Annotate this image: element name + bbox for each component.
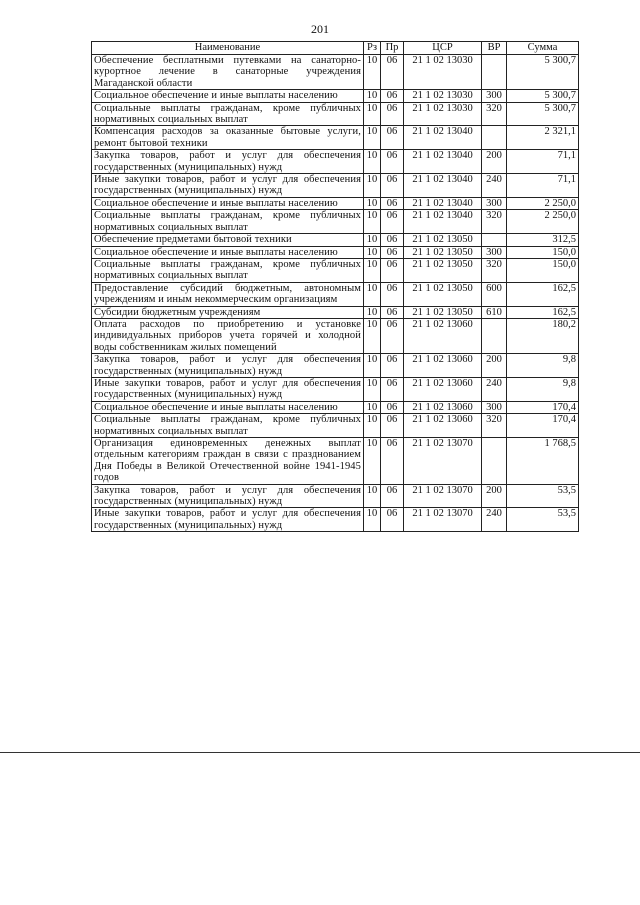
header-csr: ЦСР bbox=[404, 42, 482, 55]
cell-name: Социальные выплаты гражданам, кроме публичных нормативных социальных выплат bbox=[92, 258, 364, 282]
cell-vr: 320 bbox=[482, 210, 507, 234]
cell-sum: 162,5 bbox=[507, 306, 579, 318]
header-sum: Сумма bbox=[507, 42, 579, 55]
cell-name: Обеспечение предметами бытовой техники bbox=[92, 234, 364, 246]
cell-pr: 06 bbox=[381, 508, 404, 532]
cell-sum: 53,5 bbox=[507, 508, 579, 532]
cell-vr: 610 bbox=[482, 306, 507, 318]
cell-name: Оплата расходов по приобретению и установке индивидуальных приборов учета горячей и холодной воды собственникам жилых помещений bbox=[92, 318, 364, 353]
header-vr: ВР bbox=[482, 42, 507, 55]
cell-pr: 06 bbox=[381, 282, 404, 306]
cell-pr: 06 bbox=[381, 306, 404, 318]
cell-sum: 53,5 bbox=[507, 484, 579, 508]
table-row bbox=[92, 90, 579, 102]
cell-csr: 21 1 02 13050 bbox=[404, 246, 482, 258]
bottom-divider bbox=[0, 752, 640, 753]
header-rz: Рз bbox=[364, 42, 381, 55]
cell-pr: 06 bbox=[381, 377, 404, 401]
cell-rz: 10 bbox=[364, 197, 381, 209]
cell-name: Социальное обеспечение и иные выплаты населению bbox=[92, 401, 364, 413]
cell-vr: 300 bbox=[482, 401, 507, 413]
cell-csr: 21 1 02 13040 bbox=[404, 197, 482, 209]
cell-csr: 21 1 02 13050 bbox=[404, 306, 482, 318]
cell-sum: 2 250,0 bbox=[507, 210, 579, 234]
table-row bbox=[92, 508, 579, 532]
table-row bbox=[92, 318, 579, 353]
cell-vr: 240 bbox=[482, 377, 507, 401]
cell-csr: 21 1 02 13060 bbox=[404, 318, 482, 353]
cell-name: Иные закупки товаров, работ и услуг для обеспечения государственных (муниципальных) нужд bbox=[92, 377, 364, 401]
page-number: 201 bbox=[311, 22, 329, 36]
cell-rz: 10 bbox=[364, 126, 381, 150]
cell-rz: 10 bbox=[364, 234, 381, 246]
cell-name: Закупка товаров, работ и услуг для обеспечения государственных (муниципальных) нужд bbox=[92, 150, 364, 174]
cell-pr: 06 bbox=[381, 484, 404, 508]
cell-sum: 5 300,7 bbox=[507, 55, 579, 90]
cell-rz: 10 bbox=[364, 484, 381, 508]
cell-csr: 21 1 02 13040 bbox=[404, 126, 482, 150]
cell-csr: 21 1 02 13030 bbox=[404, 90, 482, 102]
cell-vr bbox=[482, 126, 507, 150]
cell-pr: 06 bbox=[381, 414, 404, 438]
cell-csr: 21 1 02 13060 bbox=[404, 377, 482, 401]
cell-sum: 5 300,7 bbox=[507, 102, 579, 126]
cell-csr: 21 1 02 13060 bbox=[404, 401, 482, 413]
cell-sum: 312,5 bbox=[507, 234, 579, 246]
cell-name: Социальное обеспечение и иные выплаты населению bbox=[92, 246, 364, 258]
cell-sum: 5 300,7 bbox=[507, 90, 579, 102]
cell-rz: 10 bbox=[364, 318, 381, 353]
table-header-row bbox=[92, 42, 579, 55]
table-row bbox=[92, 246, 579, 258]
cell-vr bbox=[482, 318, 507, 353]
cell-pr: 06 bbox=[381, 318, 404, 353]
cell-csr: 21 1 02 13050 bbox=[404, 234, 482, 246]
table-row bbox=[92, 438, 579, 485]
cell-pr: 06 bbox=[381, 90, 404, 102]
cell-vr: 320 bbox=[482, 414, 507, 438]
cell-rz: 10 bbox=[364, 258, 381, 282]
header-name: Наименование bbox=[92, 42, 364, 55]
cell-csr: 21 1 02 13070 bbox=[404, 508, 482, 532]
table-row bbox=[92, 126, 579, 150]
cell-name: Социальные выплаты гражданам, кроме публичных нормативных социальных выплат bbox=[92, 102, 364, 126]
cell-vr: 200 bbox=[482, 484, 507, 508]
cell-sum: 71,1 bbox=[507, 174, 579, 198]
table-row bbox=[92, 150, 579, 174]
cell-pr: 06 bbox=[381, 258, 404, 282]
cell-csr: 21 1 02 13040 bbox=[404, 210, 482, 234]
table-row bbox=[92, 55, 579, 90]
cell-rz: 10 bbox=[364, 210, 381, 234]
cell-sum: 2 250,0 bbox=[507, 197, 579, 209]
cell-pr: 06 bbox=[381, 401, 404, 413]
cell-rz: 10 bbox=[364, 377, 381, 401]
cell-vr: 300 bbox=[482, 90, 507, 102]
table-row bbox=[92, 174, 579, 198]
table-row bbox=[92, 234, 579, 246]
cell-rz: 10 bbox=[364, 306, 381, 318]
table-row bbox=[92, 484, 579, 508]
cell-vr: 200 bbox=[482, 150, 507, 174]
cell-vr bbox=[482, 438, 507, 485]
cell-rz: 10 bbox=[364, 246, 381, 258]
cell-rz: 10 bbox=[364, 90, 381, 102]
cell-csr: 21 1 02 13070 bbox=[404, 438, 482, 485]
cell-name: Социальные выплаты гражданам, кроме публичных нормативных социальных выплат bbox=[92, 210, 364, 234]
cell-pr: 06 bbox=[381, 150, 404, 174]
cell-vr: 240 bbox=[482, 508, 507, 532]
cell-sum: 162,5 bbox=[507, 282, 579, 306]
cell-vr: 600 bbox=[482, 282, 507, 306]
cell-sum: 9,8 bbox=[507, 377, 579, 401]
cell-name: Субсидии бюджетным учреждениям bbox=[92, 306, 364, 318]
cell-vr: 300 bbox=[482, 197, 507, 209]
table-row bbox=[92, 210, 579, 234]
table-row bbox=[92, 354, 579, 378]
table-row bbox=[92, 197, 579, 209]
cell-name: Закупка товаров, работ и услуг для обеспечения государственных (муниципальных) нужд bbox=[92, 484, 364, 508]
table-row bbox=[92, 377, 579, 401]
cell-sum: 2 321,1 bbox=[507, 126, 579, 150]
cell-pr: 06 bbox=[381, 438, 404, 485]
cell-csr: 21 1 02 13030 bbox=[404, 102, 482, 126]
cell-rz: 10 bbox=[364, 174, 381, 198]
cell-pr: 06 bbox=[381, 354, 404, 378]
cell-name: Обеспечение бесплатными путевками на санаторно-курортное лечение в санаторные учреждения Магаданской области bbox=[92, 55, 364, 90]
cell-name: Компенсация расходов за оказанные бытовые услуги, ремонт бытовой техники bbox=[92, 126, 364, 150]
cell-name: Предоставление субсидий бюджетным, автономным учреждениям и иным некоммерческим организациям bbox=[92, 282, 364, 306]
cell-name: Иные закупки товаров, работ и услуг для обеспечения государственных (муниципальных) нужд bbox=[92, 174, 364, 198]
cell-csr: 21 1 02 13050 bbox=[404, 282, 482, 306]
cell-name: Социальное обеспечение и иные выплаты населению bbox=[92, 197, 364, 209]
cell-csr: 21 1 02 13040 bbox=[404, 150, 482, 174]
table-row bbox=[92, 401, 579, 413]
cell-csr: 21 1 02 13040 bbox=[404, 174, 482, 198]
cell-csr: 21 1 02 13060 bbox=[404, 354, 482, 378]
cell-vr: 320 bbox=[482, 102, 507, 126]
cell-pr: 06 bbox=[381, 234, 404, 246]
cell-vr: 320 bbox=[482, 258, 507, 282]
cell-csr: 21 1 02 13070 bbox=[404, 484, 482, 508]
cell-rz: 10 bbox=[364, 150, 381, 174]
table-row bbox=[92, 258, 579, 282]
cell-rz: 10 bbox=[364, 102, 381, 126]
header-pr: Пр bbox=[381, 42, 404, 55]
cell-rz: 10 bbox=[364, 414, 381, 438]
table-row bbox=[92, 102, 579, 126]
cell-pr: 06 bbox=[381, 126, 404, 150]
cell-pr: 06 bbox=[381, 102, 404, 126]
table-body bbox=[92, 55, 579, 532]
cell-pr: 06 bbox=[381, 55, 404, 90]
cell-sum: 1 768,5 bbox=[507, 438, 579, 485]
cell-rz: 10 bbox=[364, 508, 381, 532]
cell-vr bbox=[482, 55, 507, 90]
cell-sum: 71,1 bbox=[507, 150, 579, 174]
cell-rz: 10 bbox=[364, 55, 381, 90]
table-row bbox=[92, 414, 579, 438]
table-row bbox=[92, 282, 579, 306]
cell-name: Закупка товаров, работ и услуг для обеспечения государственных (муниципальных) нужд bbox=[92, 354, 364, 378]
cell-name: Социальные выплаты гражданам, кроме публичных нормативных социальных выплат bbox=[92, 414, 364, 438]
cell-pr: 06 bbox=[381, 197, 404, 209]
cell-sum: 170,4 bbox=[507, 401, 579, 413]
cell-pr: 06 bbox=[381, 246, 404, 258]
cell-vr bbox=[482, 234, 507, 246]
cell-sum: 180,2 bbox=[507, 318, 579, 353]
cell-name: Социальное обеспечение и иные выплаты населению bbox=[92, 90, 364, 102]
cell-sum: 150,0 bbox=[507, 246, 579, 258]
cell-csr: 21 1 02 13050 bbox=[404, 258, 482, 282]
cell-rz: 10 bbox=[364, 282, 381, 306]
cell-pr: 06 bbox=[381, 210, 404, 234]
cell-sum: 170,4 bbox=[507, 414, 579, 438]
cell-vr: 300 bbox=[482, 246, 507, 258]
cell-rz: 10 bbox=[364, 438, 381, 485]
cell-rz: 10 bbox=[364, 354, 381, 378]
budget-table bbox=[91, 41, 579, 532]
cell-pr: 06 bbox=[381, 174, 404, 198]
cell-vr: 200 bbox=[482, 354, 507, 378]
table-row bbox=[92, 306, 579, 318]
cell-rz: 10 bbox=[364, 401, 381, 413]
cell-sum: 9,8 bbox=[507, 354, 579, 378]
cell-csr: 21 1 02 13060 bbox=[404, 414, 482, 438]
cell-csr: 21 1 02 13030 bbox=[404, 55, 482, 90]
cell-name: Иные закупки товаров, работ и услуг для обеспечения государственных (муниципальных) нужд bbox=[92, 508, 364, 532]
cell-sum: 150,0 bbox=[507, 258, 579, 282]
cell-name: Организация единовременных денежных выплат отдельным категориям граждан в связи с празднованием Дня Победы в Великой Отечественной войне 1941-1945 годов bbox=[92, 438, 364, 485]
cell-vr: 240 bbox=[482, 174, 507, 198]
